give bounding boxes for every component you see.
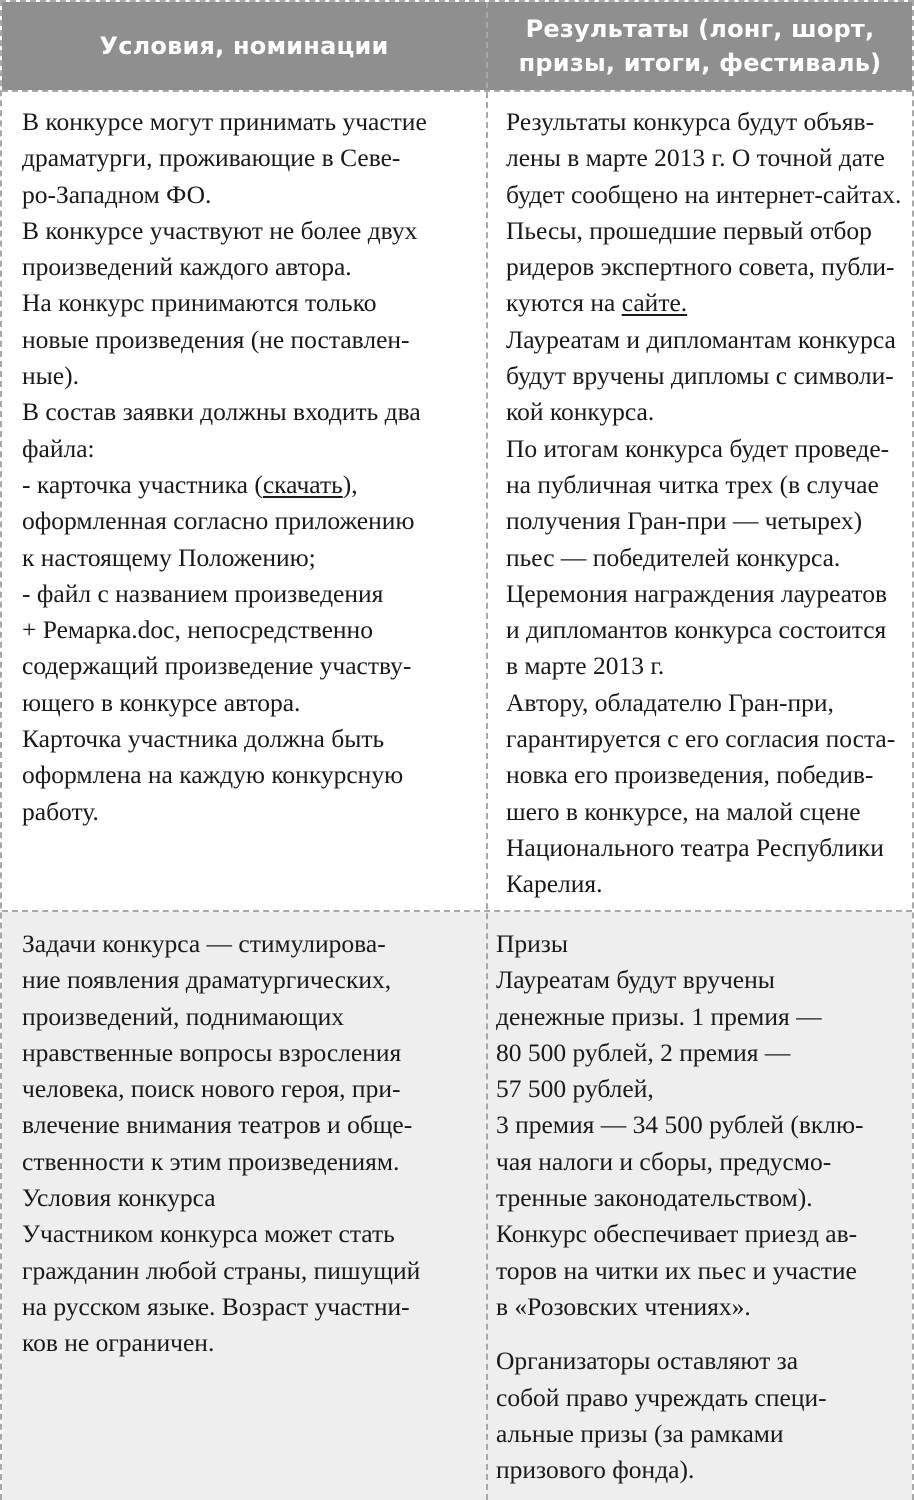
text-line: драматурги, проживающие в Севе- [22,143,401,173]
table-header [2,2,912,90]
text-line: к настоящему Положению; [22,542,316,572]
text-line: Карточка участника должна быть [22,724,385,754]
text-fragment: ), [342,469,358,499]
text-line: получения Гран-при — четырех) [506,506,863,536]
text-line: В состав заявки должны входить два [22,397,421,427]
text-line: на публичная читка трех (в случае [506,469,879,499]
text-line: ков не ограничен. [22,1328,215,1358]
text-line: ридеров экспертного совета, публи- [506,252,895,282]
text-line: ро-Западном ФО. [22,179,212,209]
text-line: тренные законодательством). [496,1183,813,1213]
text-line: По итогам конкурса будет проведе- [506,433,890,463]
text-fragment: куются на [506,288,622,318]
text-line: работу. [22,796,99,826]
text-line: Автору, обладателю Гран-при, [506,687,834,717]
text-line: Задачи конкурса — стимулирова- [22,929,386,958]
header-results [488,2,912,90]
text-line: альные призы (за рамками [496,1418,784,1448]
text-line: - файл с названием произведения [22,578,384,608]
text-line: Церемония награждения лауреатов [506,578,888,608]
text-line: кой конкурса. [506,397,655,427]
text-line: будет сообщено на интернет-сайтах. [506,179,902,209]
text-line: Карелия. [506,869,603,899]
text-line: на русском языке. Возраст участни- [22,1291,410,1321]
text-line: собой право учреждать специ- [496,1382,827,1412]
text-line: содержащий произведение участву- [22,651,412,681]
text-line: и дипломантов конкурса состоится [506,615,887,645]
header-results-line: призы, итоги, фестиваль) [518,49,882,77]
text-line: в марте 2013 г. [506,651,665,681]
text-line: человека, поиск нового героя, при- [22,1074,401,1104]
row2-prizes-cell [496,926,864,1488]
text-line: пьес — победителей конкурса. [506,542,841,572]
row2-goals-cell [22,926,420,1362]
text-line: Конкурс обеспечивает приезд ав- [496,1219,858,1249]
text-line: 57 500 рублей, [496,1074,654,1104]
text-fragment: - карточка участника ( [22,469,263,499]
row1-conditions-cell [22,104,427,830]
text-line: Призы [496,929,569,958]
row-divider [2,90,912,92]
text-line: Результаты конкурса будут объяв- [506,107,875,136]
text-line: денежные призы. 1 премия — [496,1001,822,1031]
text-line: оформлена на каждую конкурсную [22,760,404,790]
text-line: Условия конкурса [22,1183,216,1213]
text-line: влечение внимания театров и обще- [22,1110,413,1140]
text-line: файла: [22,433,95,463]
row1-results-cell [506,104,901,903]
download-link[interactable]: скачать [262,469,343,499]
text-line: лены в марте 2013 г. О точной дате [506,143,885,173]
text-line: чая налоги и сборы, предусмо- [496,1146,832,1176]
text-line: + Ремарка.doc, непосредственно [22,615,373,645]
text-line [506,285,901,321]
text-line: торов на читки их пьес и участие [496,1255,857,1285]
text-line: нравственные вопросы взросления [22,1037,402,1067]
text-line: В конкурсе могут принимать участие [22,107,427,136]
text-line: оформленная согласно приложению [22,506,415,536]
text-line: 3 премия — 34 500 рублей (вклю- [496,1110,864,1140]
text-line: В конкурсе участвуют не более двух [22,215,418,245]
text-line: призового фонда). [496,1455,695,1485]
site-link[interactable]: сайте. [621,288,688,318]
text-line: в «Розовских чтениях». [496,1291,751,1321]
text-line: произведений, поднимающих [22,1001,345,1031]
header-conditions: Условия, номинации [99,32,389,60]
text-line: Пьесы, прошедшие первый отбор [506,215,872,245]
text-line: На конкурс принимаются только [22,288,377,318]
text-line: ющего в конкурсе автора. [22,687,301,717]
text-line: ные). [22,361,79,391]
text-line: произведений каждого автора. [22,252,352,282]
text-line: Лауреатам и дипломантам конкурса [506,324,896,354]
text-line: 80 500 рублей, 2 премия — [496,1037,791,1067]
text-line: Национального театра Республики [506,832,884,862]
text-line: новые произведения (не поставлен- [22,324,410,354]
text-line: гражданин любой страны, пишущий [22,1255,421,1285]
column-divider [486,2,488,1500]
row-divider [2,910,912,912]
text-line: будут вручены дипломы с символи- [506,361,894,391]
text-line: Участником конкурса может стать [22,1219,395,1249]
paragraph-gap [496,1325,864,1343]
text-line: шего в конкурсе, на малой сцене [506,796,861,826]
text-line: Организаторы оставляют за [496,1346,799,1376]
header-results-line: Результаты (лонг, шорт, [525,15,875,43]
text-line: ние появления драматургических, [22,965,392,995]
text-line: ственности к этим произведениям. [22,1146,400,1176]
text-line [22,467,427,503]
text-line: новка его произведения, победив- [506,760,874,790]
text-line: Лауреатам будут вручены [496,965,775,995]
text-line: гарантируется с его согласия поста- [506,724,896,754]
